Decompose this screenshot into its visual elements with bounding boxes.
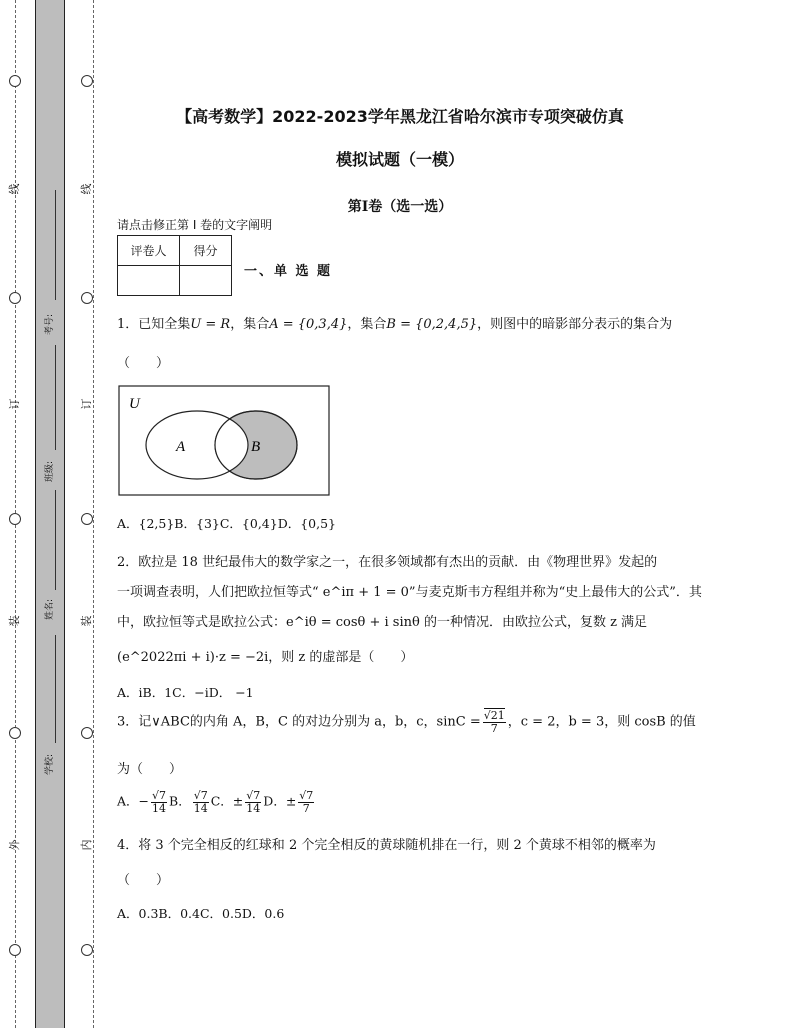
score-table-header-grader: 评卷人 bbox=[118, 236, 180, 266]
field-underline bbox=[55, 635, 56, 743]
margin-char: 订 bbox=[80, 398, 93, 410]
binding-hole-icon bbox=[9, 727, 21, 739]
question-2-line-1: 2．欧拉是 18 世纪最伟大的数学家之一，在很多领域都有杰出的贡献．由《物理世界》发起的 bbox=[117, 555, 658, 570]
question-2-line-3: 中，欧拉恒等式是欧拉公式：e^iθ = cosθ + i sinθ 的一种情况．由欧拉公式，复数 z 满足 bbox=[117, 615, 648, 630]
question-4-line-1: 4．将 3 个完全相反的红球和 2 个完全相反的黄球随机排在一行，则 2 个黄球不相邻的概率为 bbox=[117, 838, 656, 853]
binding-hole-icon bbox=[81, 727, 93, 739]
margin-char: 订 bbox=[8, 398, 21, 410]
margin-char: 装 bbox=[8, 615, 21, 627]
margin-char: 装 bbox=[80, 615, 93, 627]
venn-label-a: A bbox=[176, 439, 186, 455]
binding-hole-icon bbox=[81, 75, 93, 87]
instruction-note: 请点击修正第 I 卷的文字阐明 bbox=[117, 218, 273, 232]
binding-band bbox=[35, 0, 65, 1028]
binding-hole-icon bbox=[81, 513, 93, 525]
question-2-line-4: (e^2022πi + i)·z = −2i，则 z 的虚部是（ ） bbox=[117, 650, 414, 665]
score-cell[interactable] bbox=[180, 266, 232, 296]
venn-diagram bbox=[118, 385, 330, 496]
option-fraction: $\frac{√7}{7}$ bbox=[299, 789, 314, 815]
question-2-options: A．iB．1C．−iD． −1 bbox=[117, 685, 254, 700]
question-3-options: A．− $\frac{√7}{14}$ B． $\frac{√7}{14}$ C．± $\frac{√7}{14}$ D．± $\frac{√7}{7}$ bbox=[117, 789, 314, 815]
binding-hole-icon bbox=[81, 292, 93, 304]
venn-label-b: B bbox=[251, 439, 261, 455]
section-title: 第I卷（选一选） bbox=[347, 199, 453, 215]
score-table-header-score: 得分 bbox=[180, 236, 232, 266]
option-fraction: $\frac{√7}{14}$ bbox=[246, 789, 261, 815]
binding-hole-icon bbox=[9, 292, 21, 304]
binding-hole-icon bbox=[9, 513, 21, 525]
part-title: 一、单 选 题 bbox=[244, 264, 333, 279]
question-4-options: A．0.3B．0.4C．0.5D．0.6 bbox=[117, 906, 285, 921]
margin-char: 内 bbox=[80, 839, 93, 851]
option-fraction: $\frac{√7}{14}$ bbox=[152, 789, 167, 815]
binding-hole-icon bbox=[9, 75, 21, 87]
binding-hole-icon bbox=[81, 944, 93, 956]
question-2-line-2: 一项调查表明，人们把欧拉恒等式“ e^iπ + 1 = 0”与麦克斯韦方程组并称为“史上最伟大的公式”．其 bbox=[117, 585, 702, 600]
margin-char: 外 bbox=[8, 839, 21, 851]
page-subtitle: 模拟试题（一模） bbox=[335, 150, 464, 169]
option-fraction: $\frac{√7}{14}$ bbox=[193, 789, 208, 815]
question-1-options: A．{2,5}B．{3}C．{0,4}D．{0,5} bbox=[117, 516, 337, 531]
grader-cell[interactable] bbox=[118, 266, 180, 296]
question-4-paren: （ ） bbox=[117, 873, 170, 888]
question-1-paren: （ ） bbox=[117, 356, 170, 371]
margin-char: 线 bbox=[8, 183, 21, 195]
question-3-line-1: 3．记∨ABC的内角 A，B，C 的对边分别为 a，b，c，sinC = $\frac{√21}{7}$ ，c = 2，b = 3，则 cosB 的值 bbox=[117, 709, 696, 735]
field-underline bbox=[55, 345, 56, 450]
field-underline bbox=[55, 190, 56, 300]
score-table bbox=[117, 235, 232, 296]
inner-dashed-line bbox=[93, 0, 94, 1028]
margin-char: 线 bbox=[80, 183, 93, 195]
question-3-line-2: 为（ ） bbox=[117, 762, 183, 777]
sin-c-fraction: $\frac{√21}{7}$ bbox=[483, 709, 505, 735]
venn-label-u: U bbox=[129, 396, 140, 412]
field-underline bbox=[55, 490, 56, 590]
question-1-stem: 1．已知全集U = R，集合A = {0,3,4}，集合B = {0,2,4,5}，则图中的暗影部分表示的集合为 bbox=[117, 317, 673, 332]
page-title: 【高考数学】2022-2023学年黑龙江省哈尔滨市专项突破仿真 bbox=[176, 107, 624, 126]
binding-hole-icon bbox=[9, 944, 21, 956]
